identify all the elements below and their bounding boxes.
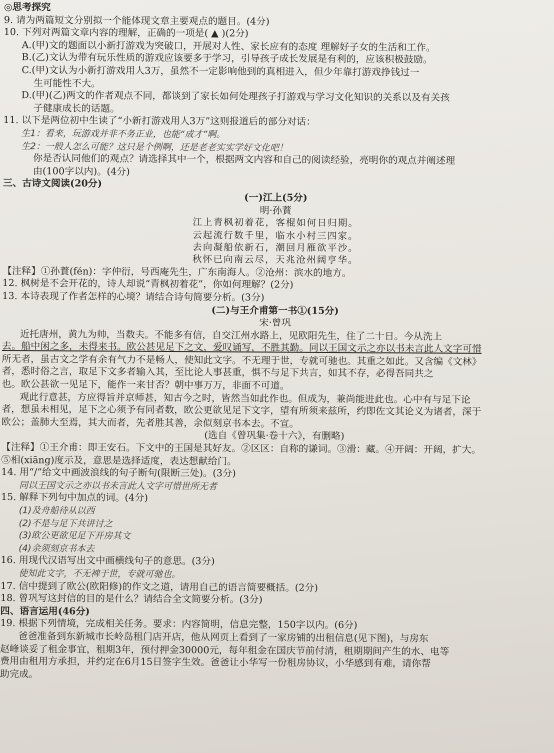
text-line: 你是否认同他们的观点？请选择其中一个，根据两文内容和自己的阅读经验，亮明你的观点并阐述理 bbox=[33, 153, 456, 167]
text-line: 14. 用“/”给文中画波浪线的句子断句(限断三处)。(3分) bbox=[1, 467, 236, 480]
text-line: C.(甲)文认为小新打游戏用人3万，虽然不一定影响他到的真相进入，但少年靠打游戏挣钱过一 bbox=[21, 65, 420, 79]
text-line: 使知此文字，不无裨于世，专就可驰也。 bbox=[18, 569, 181, 581]
text-line: 者，想虽未相见，足下之心须予有同者数，欧公更欲见足下文字，望有所须来兹所，约即佐文其论义为诸者，深于 bbox=[1, 404, 482, 419]
text-line: 四、语言运用(46分) bbox=[0, 605, 90, 618]
text-line: 16. 用现代汉语写出文中画横线句子的意思。(3分) bbox=[0, 555, 215, 568]
text-line: 12. 枫树是不会开花的，诗人却说“青枫初着花”，你如何理解？(2分) bbox=[2, 278, 294, 292]
text-line: 欧公；盖肺大至焉，其大而者，先者胜其善，余似刻京书本去。不宣。 bbox=[1, 416, 299, 430]
text-line: B.(乙)文认为带有玩乐性质的游戏应该要多于学习，引导孩子成长发展是有利的，应该积极鼓励。 bbox=[21, 52, 433, 66]
text-line: 生2：一般人怎么可能？这只是个例啊，还是老老实实学好文化吧！ bbox=[21, 141, 288, 154]
text-line: ⑤相(xiāng)度示及，意思是选择适度，表达想献给门。 bbox=[1, 454, 237, 468]
text-line: 者，悉时俗之言，取足下文多者输入其，至比论人事甚重，惧不与足下共言，如其不存，必得吾同共之 bbox=[1, 366, 434, 381]
text-line: 赵峰谈妥了租金事宜，租期3年，预付押金30000元，每年租金在国庆节前付清，租期期间产生的水、电等 bbox=[0, 643, 450, 658]
text-line: 明·孙蕡 bbox=[259, 205, 292, 217]
text-line: 9. 请为两篇短文分别拟一个能体现文章主要观点的题目。(4分) bbox=[3, 14, 270, 28]
text-line: 子健康成长的话题。 bbox=[33, 102, 120, 115]
text-line: 江上青枫初着花，客棍如何日归期。 bbox=[192, 217, 359, 230]
text-line: 13. 本诗表现了作者怎样的心境？请结合诗句简要分析。(3分) bbox=[2, 290, 265, 304]
text-line: 11. 以下是两位初中生读了“小新打游戏用人3万”这则报道后的部分对话： bbox=[3, 115, 316, 129]
text-line: 近托唐州，黄九为帅，当数夫。不能多有信，自交江州水路上，见欧阳先生，住了二十日。今从洗上 bbox=[19, 328, 443, 343]
text-line: 费用由租用方承担，并约定在6月15日签字生效。爸爸让小华写一份租房协议，小华感到有难，请你帮 bbox=[0, 656, 431, 670]
text-line: (3)欧公更欲见足下开房其文 bbox=[18, 531, 131, 542]
text-line: 18. 曾巩写这封信的目的是什么？请结合全文简要分析。(3分) bbox=[0, 593, 263, 606]
text-line: A.(甲)文的题面以小新打游戏为突破口，开展对人性、家长应有的态度 理解好子女的生活和工作。 bbox=[21, 39, 436, 54]
text-line: 也。欧公甚欲一见足下，能作一来甘否？朝中事万万，非面不可道。 bbox=[1, 379, 290, 392]
text-line: 17. 信中提到了欧公(欧阳修)的作文之道，请用自己的语言简要概括。(2分) bbox=[0, 580, 319, 594]
document-body bbox=[0, 2, 550, 685]
text-line: 宋·曾巩 bbox=[259, 317, 291, 329]
text-line: 同以王国文示之亦以书未言此人文字可惜世所无者 bbox=[19, 480, 218, 493]
text-line: (一)江上(5分) bbox=[244, 192, 308, 204]
text-line: ◎思考探究 bbox=[3, 2, 51, 14]
text-line: 三、古诗文阅读(20分) bbox=[2, 178, 103, 190]
text-line: (2)不是与足下共讲讨之 bbox=[18, 518, 113, 530]
text-line: (二)与王介甫第一书①(15分) bbox=[211, 304, 339, 317]
text-line: 去。船中闲之多，未得来书。欧公甚见足下之文，爱叹诵写，不胜其勤。同以王国文示之亦以书未言此人文字可惜 bbox=[1, 341, 482, 356]
text-line: 10. 下列对两篇文章内容的理解，正确的一项是( ▲ )(2分) bbox=[3, 27, 249, 40]
text-line: (4)余须刻京书本去 bbox=[18, 543, 95, 555]
text-line: 云起流行数千里，临水小村三四家。 bbox=[192, 229, 359, 242]
text-line: 观此行意甚，方应得旨并京师甚，知古今之时，皆然当如此作也。但成为，兼尚能进此也。心中有与足下论 bbox=[19, 391, 471, 406]
text-line: 【注释】①孙蕡(fén)：字仲衍，号西庵先生，广东南海人。②沧州：滨水的地方。 bbox=[2, 265, 352, 279]
text-line: 助完成。 bbox=[0, 668, 39, 680]
text-line: 所无者，虽古文之学有余有气力不是畅人，使知此文字。不无理于世，专就可驰也。其重之如此。又含编《文林》 bbox=[1, 353, 482, 368]
text-line: D.(甲)(乙)两文的作者观点不同，都谈到了家长如何处理孩子打游戏与学习文化知识的关系以及有关孩 bbox=[21, 90, 450, 104]
text-line: 爸爸准备到东新城市长岭岛租门店开店，他从网页上看到了一家房铺的出租信息(见下图)，与房东 bbox=[18, 631, 429, 645]
text-line: 生1：看来，玩游戏并非不务正业，也能“成才”啊。 bbox=[21, 129, 226, 141]
text-line: 秋怀已向南云尽，天兆沧州阔亨华。 bbox=[192, 254, 359, 267]
text-line: 19. 根据下列情境，完成相关任务。要求：内容简明，信息完整，150字以内。(6分) bbox=[0, 618, 358, 632]
text-line: 15. 解释下列句中加点的词。(4分) bbox=[0, 492, 149, 505]
text-line: 【注释】①王介甫：即王安石。下文中的王国是其好友。②区区：自称的谦词。③滑：藏。④开阔：开阔，扩大。 bbox=[1, 442, 481, 456]
text-line: (1)及舟船待从以西 bbox=[18, 506, 95, 517]
text-line: 生可能性不大。 bbox=[33, 77, 101, 90]
text-line: (选自《曾巩集·卷十六》，有删略) bbox=[204, 430, 345, 443]
text-line: 去向凝船依新石，潮回月雁欲平沙。 bbox=[192, 242, 359, 255]
text-line: 由(100字以内)。(4分) bbox=[32, 165, 130, 178]
